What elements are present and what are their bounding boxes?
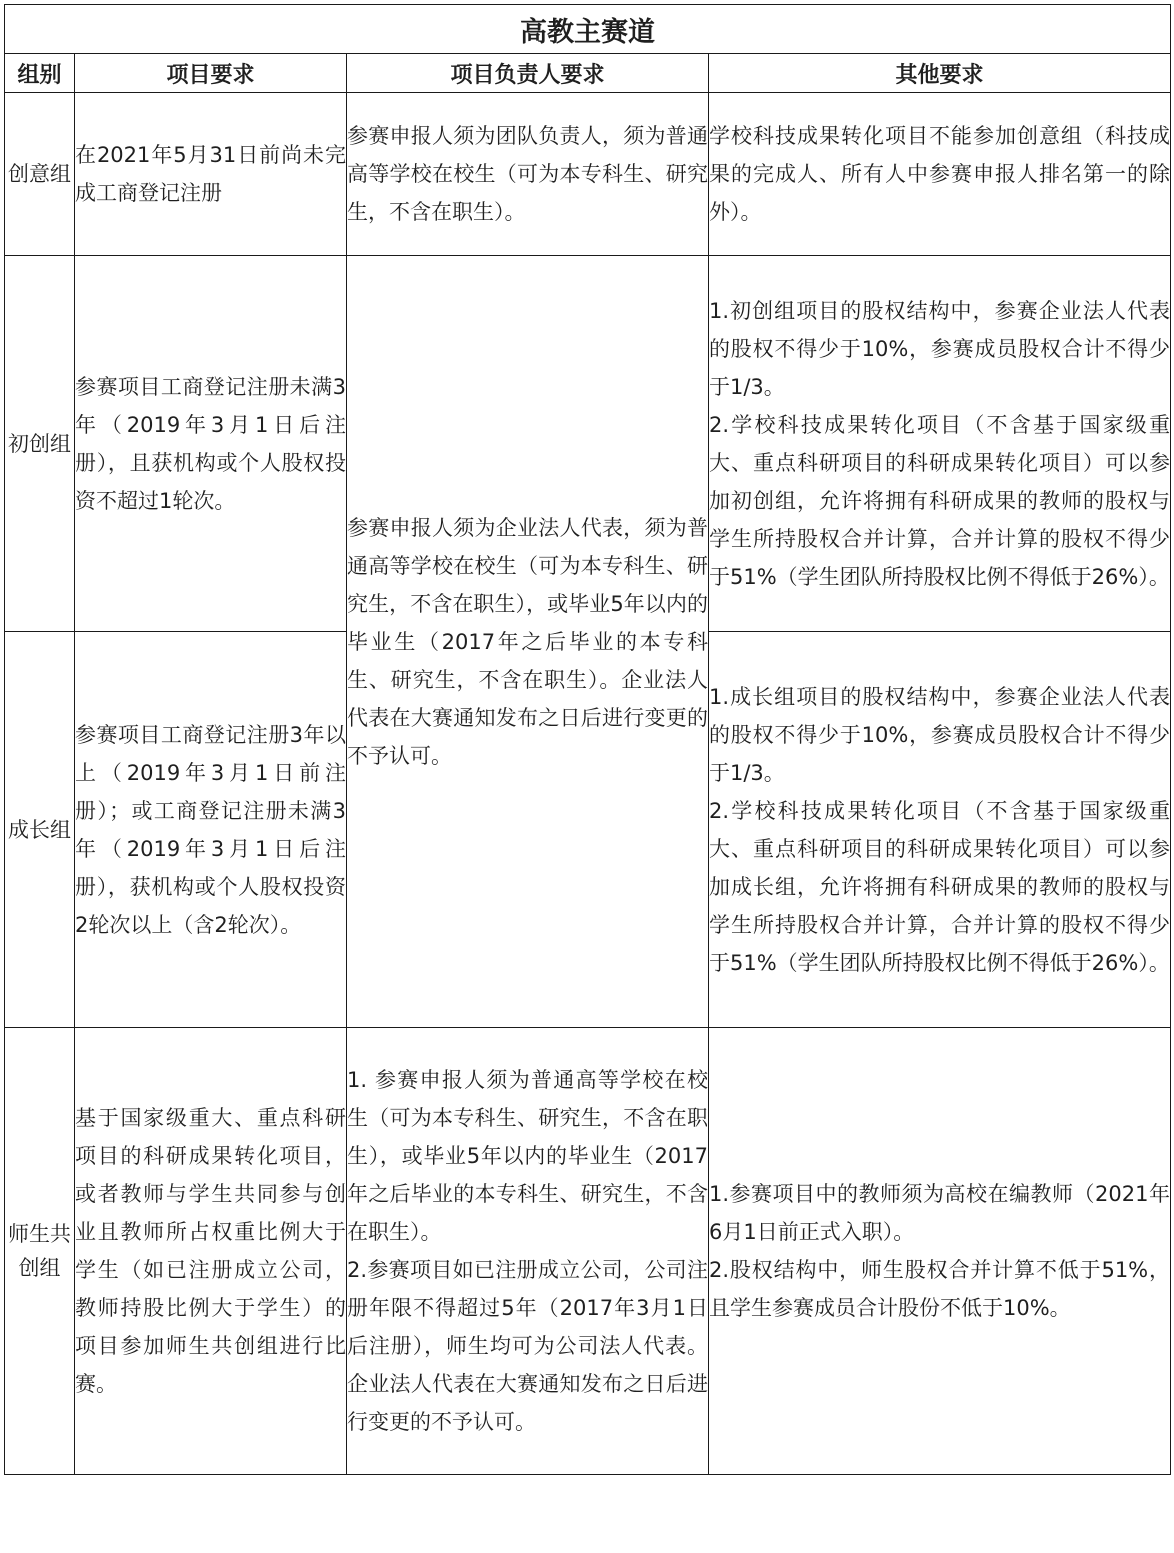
leader-req-cell: 参赛申报人须为团队负责人，须为普通高等学校在校生（可为本专科生、研究生，不含在职生）。 — [347, 93, 709, 256]
other-req-text: 1.成长组项目的股权结构中，参赛企业法人代表的股权不得少于10%，参赛成员股权合计不得少于1/3。 — [709, 684, 1170, 785]
other-req-cell — [709, 256, 1171, 632]
header-row — [5, 54, 1171, 93]
table-title: 高教主赛道 — [5, 5, 1171, 54]
other-req-text: 2.学校科技成果转化项目（不含基于国家级重大、重点科研项目的科研成果转化项目）可以参加成长组，允许将拥有科研成果的教师的股权与学生所持股权合并计算，合并计算的股权不得少于51%（学生团队所持股权比例不得低于26%）。 — [709, 798, 1170, 975]
other-req-text: 1.初创组项目的股权结构中，参赛企业法人代表的股权不得少于10%，参赛成员股权合计不得少于1/3。 — [709, 298, 1170, 399]
group-name-cell: 师生共创组 — [5, 1028, 75, 1475]
header-leader-req: 项目负责人要求 — [347, 54, 709, 93]
header-other-req: 其他要求 — [709, 54, 1171, 93]
other-req-text: 学校科技成果转化项目不能参加创意组（科技成果的完成人、所有人中参赛申报人排名第一的除外）。 — [709, 124, 1170, 224]
shared-leader-req-cell: 参赛申报人须为企业法人代表，须为普通高等学校在校生（可为本专科生、研究生，不含在职生），或毕业5年以内的毕业生（2017年之后毕业的本专科生、研究生，不含在职生）。企业法人代表在大赛通知发布之日后进行变更的不予认可。 — [347, 256, 709, 1028]
requirements-table-container — [4, 4, 1170, 1475]
leader-req-text: 2.参赛项目如已注册成立公司，公司注册年限不得超过5年（2017年3月1日后注册），师生均可为公司法人代表。企业法人代表在大赛通知发布之日后进行变更的不予认可。 — [347, 1258, 708, 1434]
other-req-cell — [709, 1028, 1171, 1475]
other-req-text: 2.学校科技成果转化项目（不含基于国家级重大、重点科研项目的科研成果转化项目）可以参加初创组，允许将拥有科研成果的教师的股权与学生所持股权合并计算，合并计算的股权不得少于51%（学生团队所持股权比例不得低于26%）。 — [709, 412, 1170, 589]
header-project-req: 项目要求 — [75, 54, 347, 93]
table-row — [5, 256, 1171, 632]
group-name-cell: 初创组 — [5, 256, 75, 632]
table-row — [5, 1028, 1171, 1475]
other-req-cell — [709, 632, 1171, 1028]
group-name-cell: 创意组 — [5, 93, 75, 256]
project-req-cell: 参赛项目工商登记注册未满3年（2019年3月1日后注册），且获机构或个人股权投资不超过1轮次。 — [75, 256, 347, 632]
project-req-cell: 参赛项目工商登记注册3年以上（2019年3月1日前注册）；或工商登记注册未满3年（2019年3月1日后注册），获机构或个人股权投资2轮次以上（含2轮次）。 — [75, 632, 347, 1028]
project-req-cell: 基于国家级重大、重点科研项目的科研成果转化项目，或者教师与学生共同参与创业且教师所占权重比例大于学生（如已注册成立公司，教师持股比例大于学生）的项目参加师生共创组进行比赛。 — [75, 1028, 347, 1475]
other-req-text: 2.股权结构中，师生股权合并计算不低于51%，且学生参赛成员合计股份不低于10%。 — [709, 1258, 1170, 1320]
header-group: 组别 — [5, 54, 75, 93]
other-req-cell — [709, 93, 1171, 256]
requirements-table — [4, 4, 1171, 1475]
other-req-text: 1.参赛项目中的教师须为高校在编教师（2021年6月1日前正式入职）。 — [709, 1182, 1170, 1244]
group-name-cell: 成长组 — [5, 632, 75, 1028]
project-req-cell: 在2021年5月31日前尚未完成工商登记注册 — [75, 93, 347, 256]
leader-req-cell — [347, 1028, 709, 1475]
table-row — [5, 93, 1171, 256]
leader-req-text: 1. 参赛申报人须为普通高等学校在校生（可为本专科生、研究生，不含在职生），或毕业5年以内的毕业生（2017年之后毕业的本专科生、研究生，不含在职生）。 — [347, 1068, 708, 1244]
